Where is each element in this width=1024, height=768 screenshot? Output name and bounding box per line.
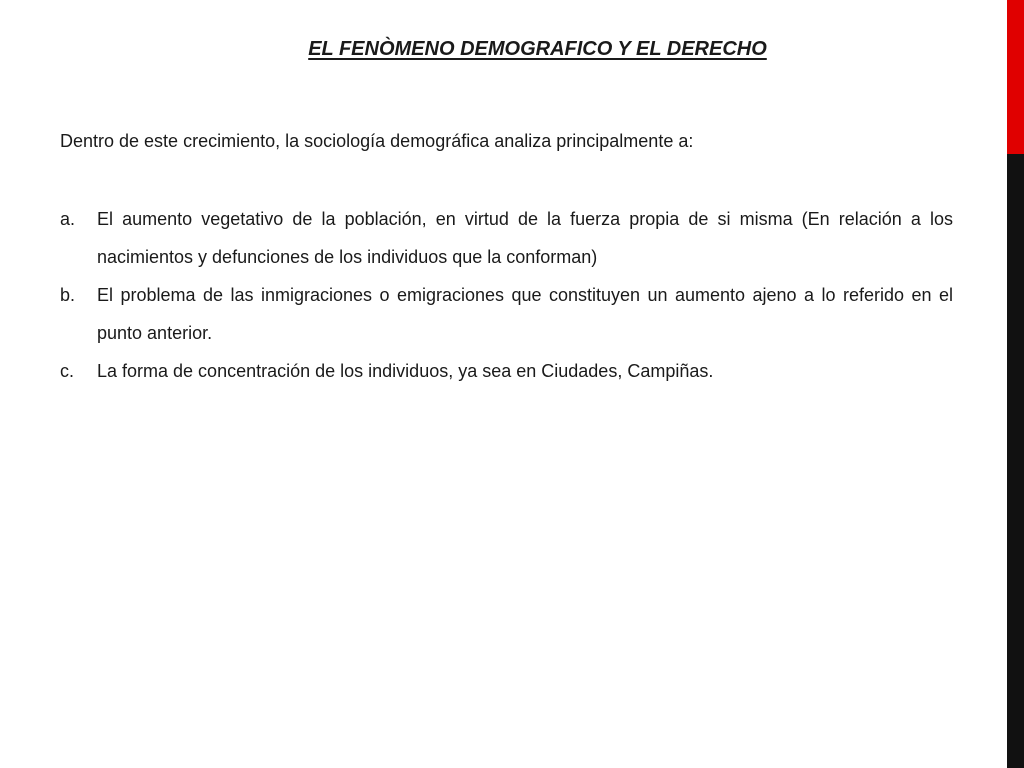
list-item-text: El problema de las inmigraciones o emigraciones que constituyen un aumento ajeno a lo referido en el punto anterior. bbox=[97, 285, 953, 343]
accent-bar-black bbox=[1007, 154, 1024, 768]
analysis-list bbox=[60, 200, 953, 390]
list-item bbox=[60, 200, 953, 276]
list-item bbox=[60, 276, 953, 352]
list-marker: b. bbox=[60, 285, 76, 305]
list-marker: a. bbox=[60, 209, 76, 229]
list-item bbox=[60, 352, 953, 390]
list-item-text: La forma de concentración de los individuos, ya sea en Ciudades, Campiñas. bbox=[97, 361, 714, 381]
list-item-text: El aumento vegetativo de la población, en virtud de la fuerza propia de si misma (En relación a los nacimientos y defunciones de los individuos que la conforman) bbox=[97, 209, 953, 267]
slide-title: EL FENÒMENO DEMOGRAFICO Y EL DERECHO bbox=[308, 38, 767, 60]
list-marker: c. bbox=[60, 361, 75, 381]
intro-paragraph: Dentro de este crecimiento, la sociología demográfica analiza principalmente a: bbox=[60, 131, 694, 151]
accent-bar-red bbox=[1007, 0, 1024, 154]
